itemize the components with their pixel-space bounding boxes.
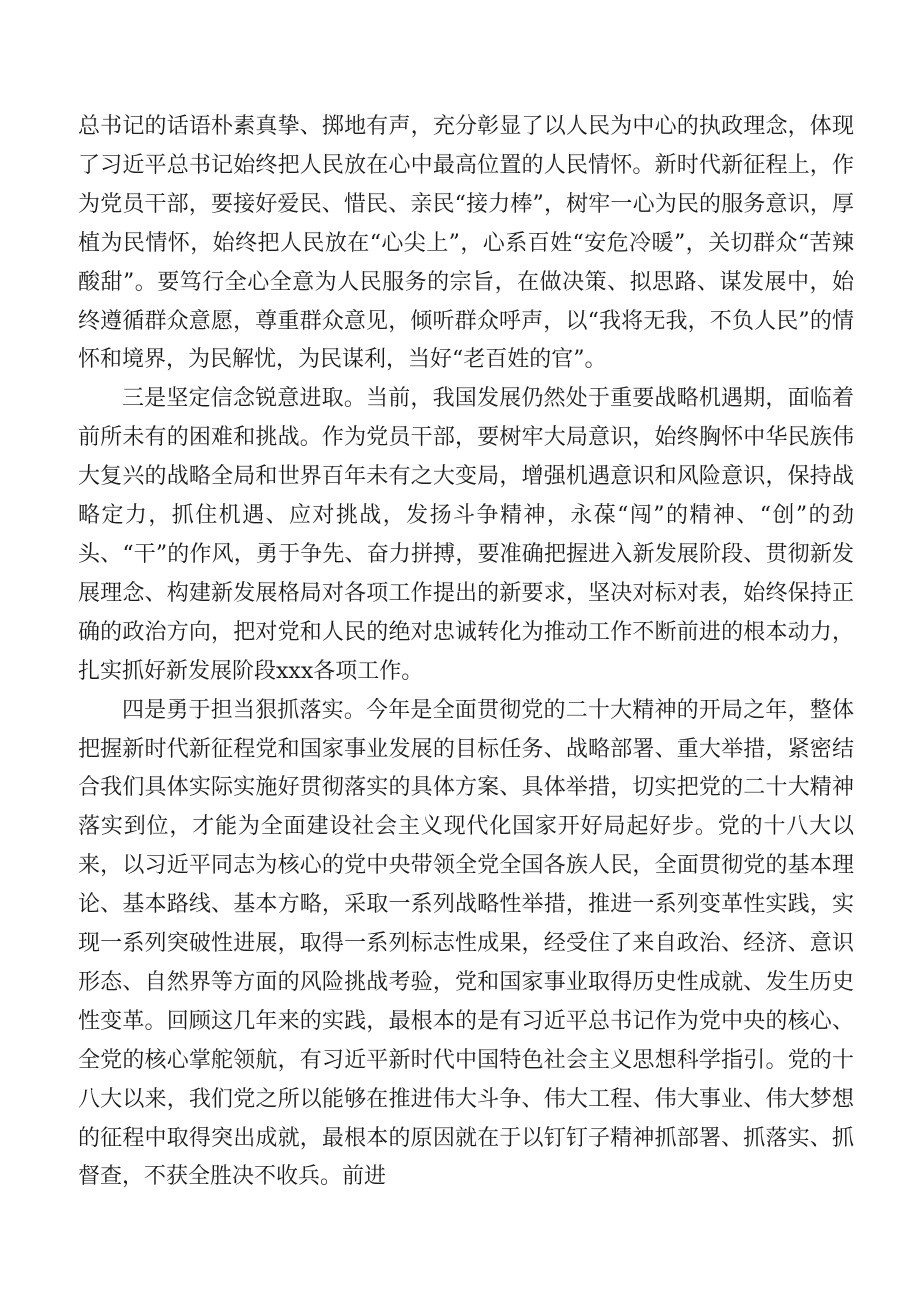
paragraph-continuation: 总书记的话语朴素真挚、掷地有声，充分彰显了以人民为中心的执政理念，体现了习近平总书记始终把人民放在心中最高位置的人民情怀。新时代新征程上，作为党员干部，要接好爱民、惜民、亲民“接力棒”，树牢一心为民的服务意识，厚植为民情怀，始终把人民放在“心尖上”，心系百姓“安危冷暖”，关切群众“苦辣酸甜”。要笃行全心全意为人民服务的宗旨，在做决策、拟思路、谋发展中，始终遵循群众意愿，尊重群众意见，倾听群众呼声，以“我将无我，不负人民”的情怀和境界，为民解忧，为民谋利，当好“老百姓的官”。	[78, 114, 854, 373]
document-body	[78, 108, 854, 1197]
paragraph-point-three: 三是坚定信念锐意进取。当前，我国发展仍然处于重要战略机遇期，面临着前所未有的困难和挑战。作为党员干部，要树牢大局意识，始终胸怀中华民族伟大复兴的战略全局和世界百年未有之大变局，增强机遇意识和风险意识，保持战略定力，抓住机遇、应对挑战，发扬斗争精神，永葆“闯”的精神、“创”的劲头、“干”的作风，勇于争先、奋力拼搏，要准确把握进入新发展阶段、贯彻新发展理念、构建新发展格局对各项工作提出的新要求，坚决对标对表，始终保持正确的政治方向，把对党和人民的绝对忠诚转化为推动工作不断前进的根本动力，扎实抓好新发展阶段xxx各项工作。	[78, 386, 854, 684]
paragraph-point-four: 四是勇于担当狠抓落实。今年是全面贯彻党的二十大精神的开局之年，整体把握新时代新征程党和国家事业发展的目标任务、战略部署、重大举措，紧密结合我们具体实际实施好贯彻落实的具体方案、具体举措，切实把党的二十大精神落实到位，才能为全面建设社会主义现代化国家开好局起好步。党的十八大以来，以习近平同志为核心的党中央带领全党全国各族人民，全面贯彻党的基本理论、基本路线、基本方略，采取一系列战略性举措，推进一系列变革性实践，实现一系列突破性进展，取得一系列标志性成果，经受住了来自政治、经济、意识形态、自然界等方面的风险挑战考验，党和国家事业取得历史性成就、发生历史性变革。回顾这几年来的实践，最根本的是有习近平总书记作为党中央的核心、全党的核心掌舵领航，有习近平新时代中国特色社会主义思想科学指引。党的十八大以来，我们党之所以能够在推进伟大斗争、伟大工程、伟大事业、伟大梦想的征程中取得突出成就，最根本的原因就在于以钉钉子精神抓部署、抓落实、抓督查，不获全胜决不收兵。前进	[78, 697, 854, 1190]
